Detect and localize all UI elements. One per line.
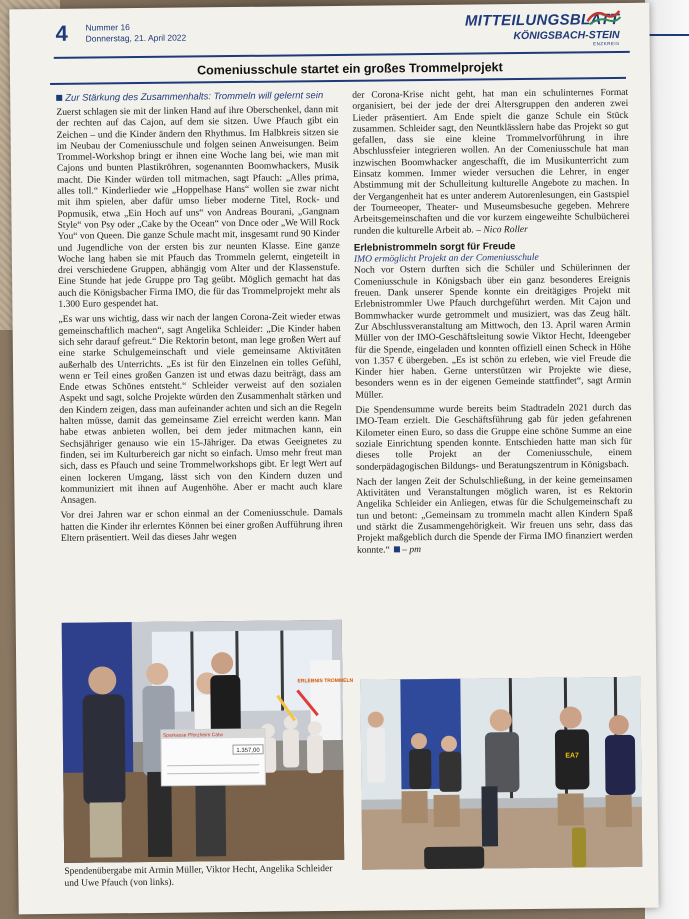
photo-caption: Spendenübergabe mit Armin Müller, Viktor Hecht, Angelika Schleider und Uwe Pfauch (von links). [64, 864, 333, 889]
column-right [352, 87, 633, 560]
banner-text: ERLEBNIS TROMMELN [297, 677, 354, 685]
paragraph: der Corona-Krise nicht geht, hat man ein schulinternes Format organisiert, bei der jede der drei Altersgruppen den anderen zwei Lieder präsentiert. Am Ende spielt die ganze Schule ein Stück zusammen. Schleider sagt, den Neuntklässlern habe das Projekt so gut gefallen, dass sie eine kleine Trommelvorführung in ihre Abschlussfeier integrieren wollen. An der Comeniusschule hat man inzwischen Boomwhacker angeschafft, die im Musikunterricht zum Einsatz kommen. Immer wieder versuchen die Lehrer, in enger Abstimmung mit der Schulleitung kulturelle Angebote zu machen. In der Vergangenheit hat es unter anderem Autorenlesungen, ein Gastspiel der Tourneeoper, Theater- und Museumsbesuche gegeben. Mehrere Arbeitsgemeinschaften und die vor kurzem eingeweihte Schulbücherei runden die kulturelle Arbeit ab. – Nico Roller [352, 86, 630, 237]
cheque-bank-text: Sparkasse Pforzheim Calw [162, 732, 223, 739]
end-square-icon [394, 546, 400, 552]
masthead-title: MITTEILUNGSBLATT [464, 10, 620, 30]
coat-of-arms-icon [583, 7, 623, 29]
subheadline: Erlebnistrommeln sorgt für Freude [353, 240, 516, 254]
photo-cheque-illustration [62, 620, 354, 863]
page-number: 4 [55, 20, 68, 46]
newspaper-page [9, 3, 658, 915]
photo-cheque-handover [62, 620, 354, 863]
paragraph: Zuerst schlagen sie mit der linken Hand auf ihre Oberschenkel, dann mit der rechten auf das Cajon, auf dem sie sitzen. Uwe Pfauch gibt ein Zeichen – und die Kinder ändern den Rhythmus. Im Halbkreis sitzen sie im Neubau der Comeniusschule und folgen seinen Anweisungen. Beim Trommel-Workshop bringt er ihnen eine Woche lang bei, wie man mit Cajons und bunten Plastikröhren, sogenannten Boomwhackers, Musik macht. Die Kinder würden toll mitmachen, sagt Pfauch: „Alles prima, alles toll.“ Kinderlieder wie „Hoppelhase Hans“ wollen sie zwar nicht mit ihm spielen, aber dafür umso lieber moderne Titel, Rock- und Popmusik, etwa „Ein Hoch auf uns“ von Andreas Bourani, „Gangnam Style“ von Psy oder „Cake by the Ocean“ von Dnce oder „We Will Rock You“ von Queen. Die ganze Schule macht mit, insgesamt rund 90 Kinder und Jugendliche von der ersten bis zur neunten Klasse. Eine ganze Woche lang haben sie mit Pfauch das Trommeln gelernt, eingeteilt in drei verschiedene Gruppen, abhängig vom Alter und der Klassenstufe. Eine Stunde hat jede Gruppe pro Tag geübt. Möglich gemacht hat das auch die Königsbacher Firma IMO, die für das Trommelprojekt mehr als 1.300 Euro gespendet hat. [56, 103, 341, 310]
article-kicker: Zur Stärkung des Zusammenhalts: Trommeln will gelernt sein [56, 90, 338, 104]
masthead-town: KÖNIGSBACH-STEIN [513, 28, 620, 43]
subkicker: IMO ermöglicht Projekt an der Comeniusschule [353, 252, 539, 265]
paragraph: Die Spendensumme wurde bereits beim Stadtradeln 2021 durch das IMO-Team erzielt. Die Geschäftsführung gab für jeden gefahrenen Kilometer einen Euro, so dass die Gruppe eine schöne Summe an eine soziale Einrichtung spenden konnte. Entschieden hatte man sich für dieses tolle Projekt an der Comeniusschule, einem sonderpädagogischen Bildungs- und Beratungszentrum in Königsbach. [355, 401, 633, 473]
author-nico-roller: Nico Roller [483, 223, 528, 235]
paragraph: Nach der langen Zeit der Schulschließung, in der keine gemeinsamen Aktivitäten und Veranstaltungen möglich waren, ist es Rektorin Angelika Schleider ein Anliegen, etwas für die Schulgemeinschaft zu tun und betont: „Gemeinsam zu trommeln macht allen Kindern Spaß und stärkt die Zusammengehörigkeit. Wir freuen uns sehr, dass das Projekt maßgeblich durch die Spende der Firma IMO finanziert werden konnte.“ – pm [356, 473, 633, 556]
masthead-tag: ENZKREIS [593, 40, 620, 47]
shirt-logo-text: EA7 [565, 752, 579, 760]
cheque-amount-text: 1.357,00 [236, 747, 260, 755]
square-bullet-icon [56, 95, 62, 101]
article-headline: Comeniusschule startet ein großes Trommelprojekt [197, 60, 503, 78]
author-pm: – pm [402, 543, 422, 555]
issue-number: Nummer 16 [85, 22, 130, 33]
header-rule [54, 51, 630, 59]
photo-drumming-workshop [360, 677, 642, 870]
photo-workshop-illustration [360, 677, 642, 870]
column-left [56, 90, 343, 548]
headline-rule [50, 77, 626, 85]
paragraph: Noch vor Ostern durften sich die Schüler und Schülerinnen der Comeniusschule in Königsbach über ein ganz besonderes Ereignis freuen. Dank unserer Spende konnte ein dreitägiges Projekt mit Erlebnistrommler Uwe Pfauch durchgeführt werden. Mit Cajon und Bommwhacker wurde getrommelt und musiziert, was das Zeug hält. Zur Abschlussveranstaltung am Mittwoch, den 13. April waren Armin Müller von der IMO-Geschäftsleitung sowie Viktor Hecht, Ideengeber für die Spende, eingeladen und konnten offiziell einen Scheck in Höhe von 1.357 € übergeben. „Es ist schön zu erleben, wie viel Freude die Kinder hier haben. Gerne unterstützen wir Projekte wie diese, besonders wenn es in der eigenen Gemeinde stattfindet“, sagt Armin Müller. [353, 262, 632, 401]
paragraph: Vor drei Jahren war er schon einmal an der Comeniusschule. Damals hatten die Kinder ihr erlerntes Können bei einer großen Aufführung ihren Eltern präsentiert. Weil das dieses Jahr wegen [60, 507, 343, 544]
issue-info [85, 22, 186, 45]
issue-date: Donnerstag, 21. April 2022 [85, 32, 187, 44]
paragraph: „Es war uns wichtig, dass wir nach der langen Corona-Zeit wieder etwas gemeinschaftlich machen“, sagt Angelika Schleider: „Die Kinder haben sich sehr darauf gefreut.“ Die Rektorin betont, man lege großen Wert auf eine starke Schulgemeinschaft und viele gemeinsame Aktivitäten außerhalb des Unterrichts. „Es ist für den Einzelnen ein tolles Gefühl, wenn er Teil eines großen Ganzen ist und etwas dazu beiträgt, dass am Ende etwas Schönes entsteht.“ Schleider verweist auf den sozialen Aspekt und sagt, solche Projekte würden den Zusammenhalt stärken und den Kindern zeigen, dass man aufeinander achten und sich an die Regeln halten müsse, damit das gemeinsame Ziel erreicht werden kann. Man habe etwas anbieten wollen, bei dem jeder mitmachen kann, ein Sechsjähriger genauso wie ein 15-Jähriger. Da etwas Geeignetes zu finden, sei im Kulturbereich gar nicht so einfach. Umso mehr freut man sich, dass es Pfauch und seine Trommelworkshops gibt. Er legt Wert auf einen lockeren Umgang, lässt sich von den Kindern duzen und kommuniziert mit ihnen auf Augenhöhe. Aber er macht auch klare Ansagen. [58, 311, 343, 506]
